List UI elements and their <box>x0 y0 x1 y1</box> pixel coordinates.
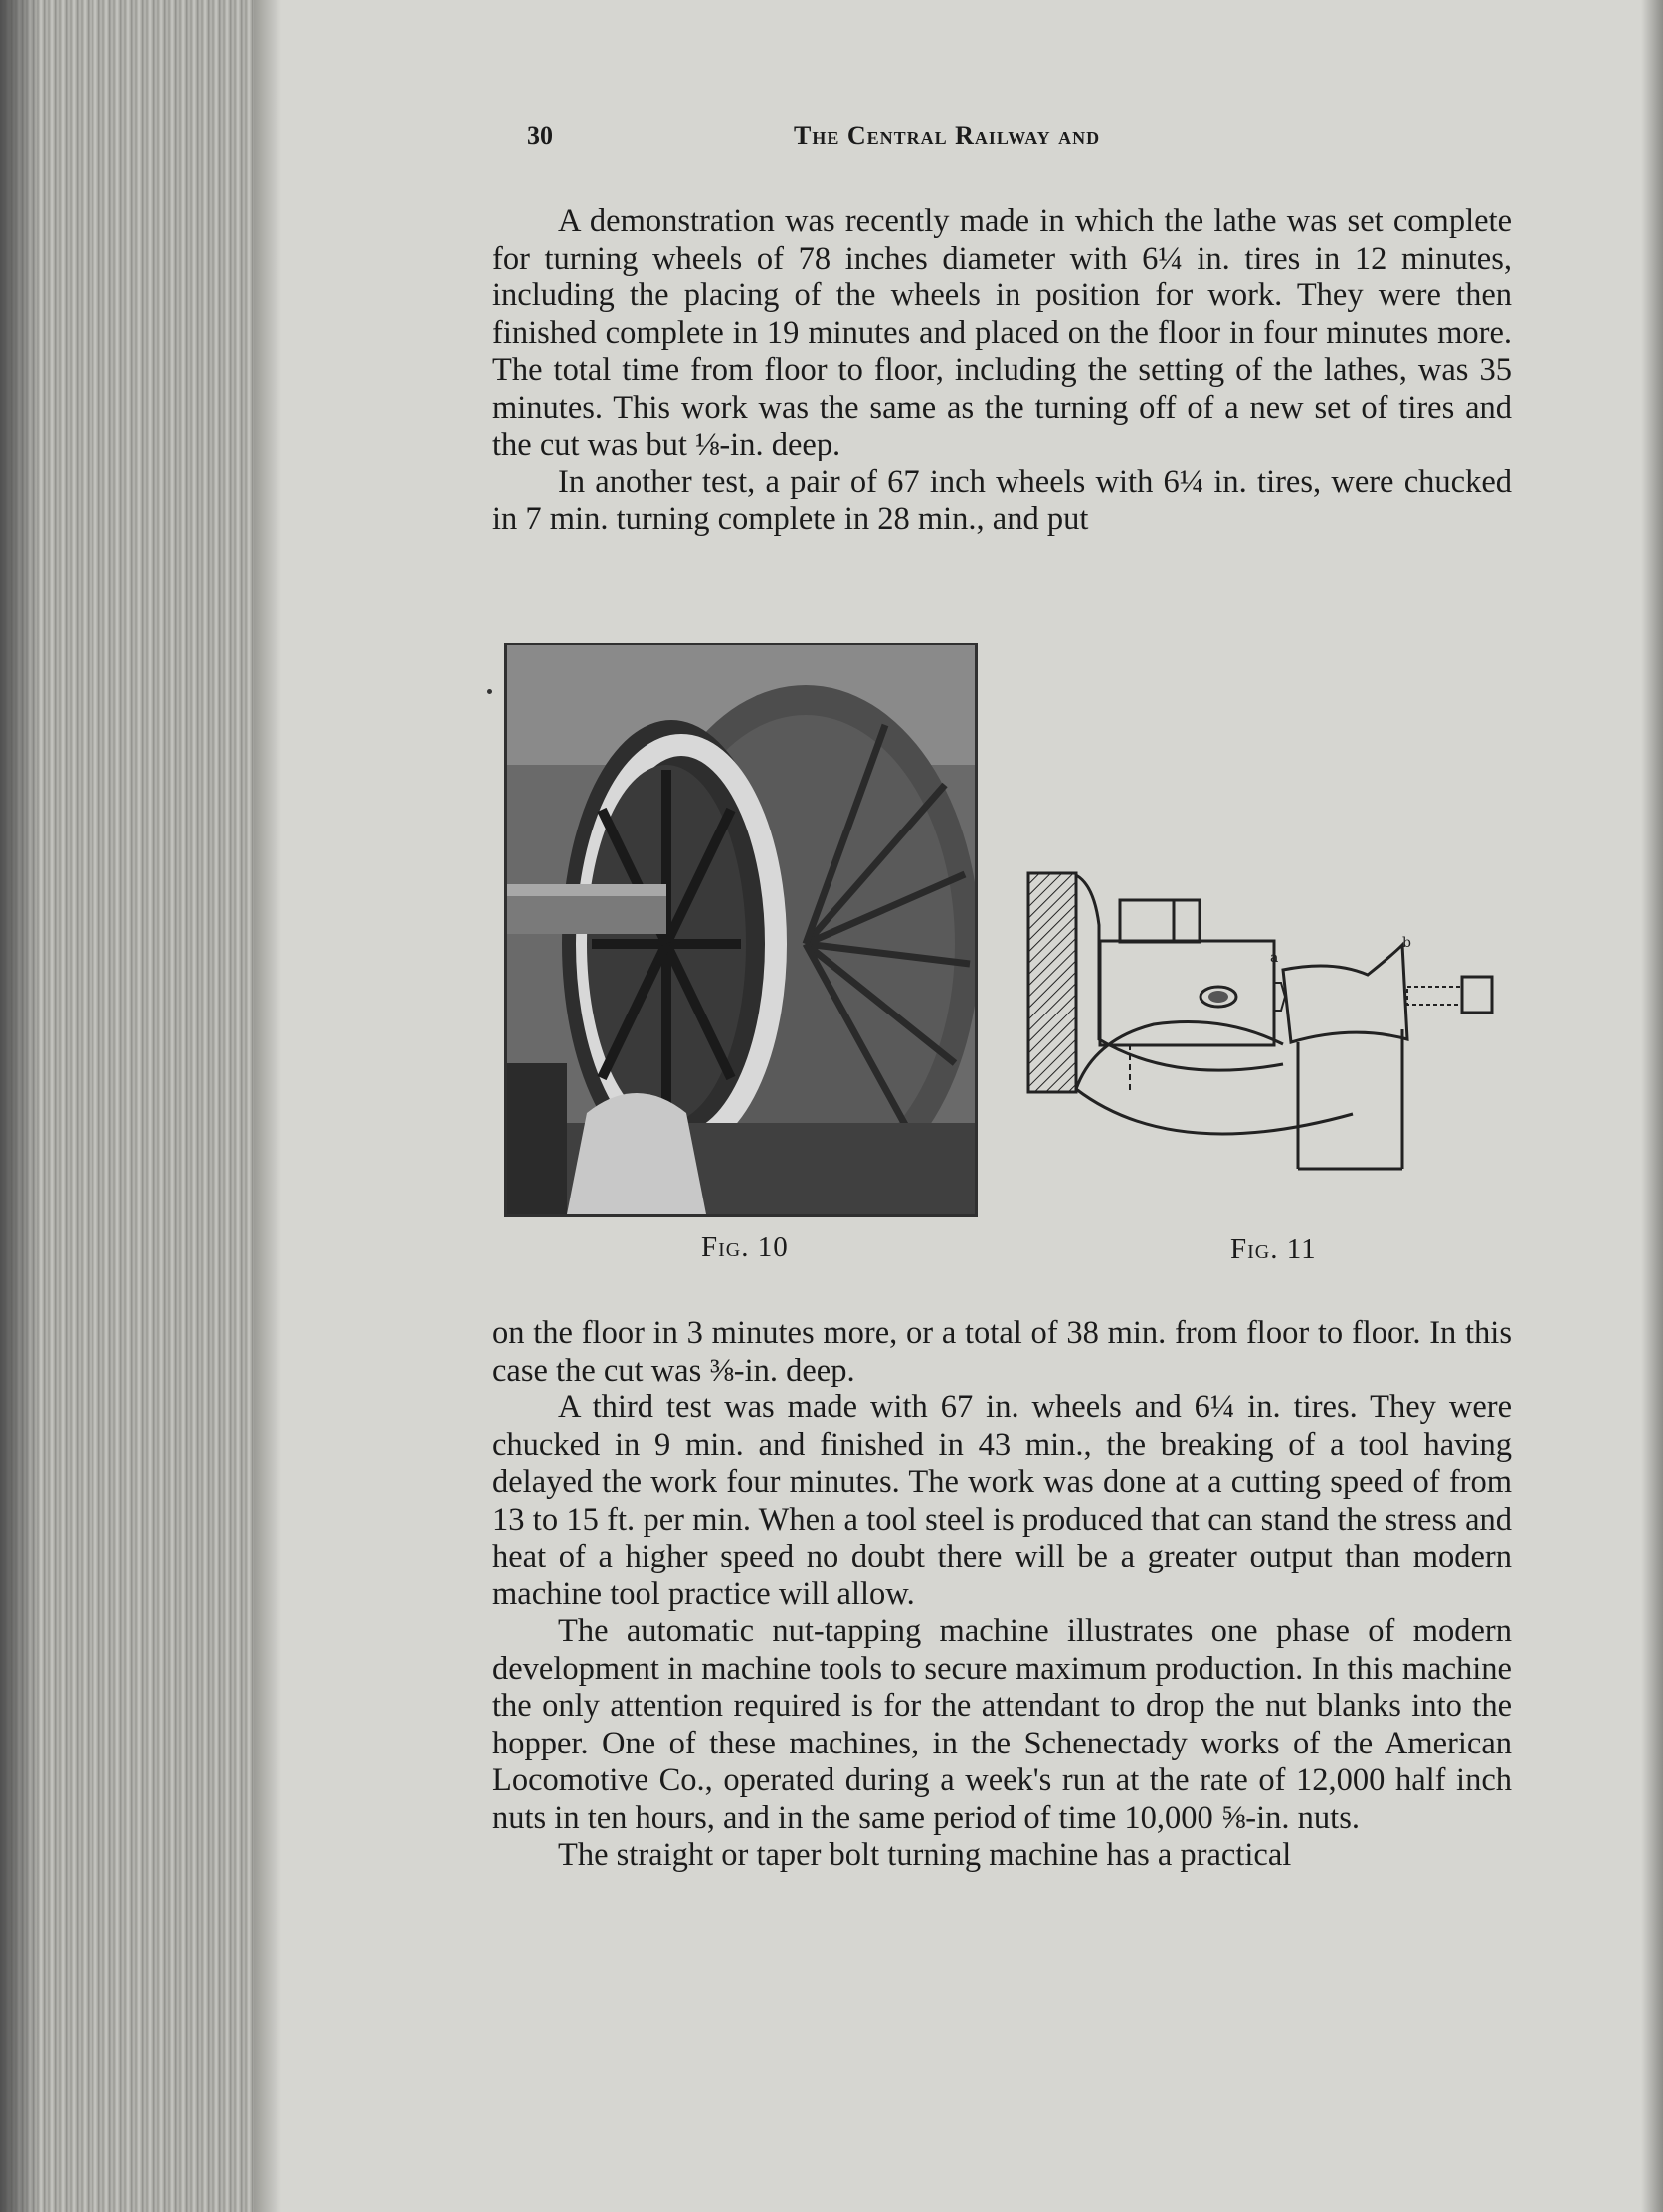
text-block-bottom <box>492 1315 1512 1875</box>
paragraph: A demonstration was recently made in which the lathe was set complete for turning wheels of 78 inches diameter with 6¼ in. tires in 12 minutes, including the placing of the wheels in position for work. They were then finished complete in 19 minutes and placed on the floor in four minutes more. The total time from floor to floor, including the setting of the lathes, was 35 minutes. This work was the same as the turning off of a new set of tires and the cut was but ⅛-in. deep. <box>492 203 1512 462</box>
paragraph-continuation: on the floor in 3 minutes more, or a total of 38 min. from floor to floor. In this case the cut was ⅜-in. deep. <box>492 1315 1512 1388</box>
wheel-lathe-photo-icon <box>507 645 975 1214</box>
figure-10-photo <box>504 643 978 1217</box>
running-head: The Central Railway and <box>794 121 1101 150</box>
fig11-label-a: a <box>1270 950 1279 966</box>
paragraph: A third test was made with 67 in. wheels and 6¼ in. tires. They were chucked in 9 min. and finished in 43 min., the breaking of a tool having delayed the work four minutes. The work was done at a cutting speed of from 13 to 15 ft. per min. When a tool steel is produced that can stand the stress and heat of a higher speed no doubt there will be a greater output than modern machine tool practice will allow. <box>492 1389 1512 1612</box>
paragraph: The automatic nut-tapping machine illustrates one phase of modern development in machine tools to secure maximum production. In this machine the only attention required is for the attendant to drop the nut blanks into the hopper. One of these machines, in the Schenectady works of the American Locomotive Co., operated during a week's run at the rate of 12,000 half inch nuts in ten hours, and in the same period of time 10,000 ⅝-in. nuts. <box>492 1613 1512 1836</box>
figure-11-drawing <box>1024 865 1502 1174</box>
figure-11-caption: Fig. 11 <box>1230 1233 1317 1265</box>
paragraph: The straight or taper bolt turning machine has a practical <box>558 1837 1292 1873</box>
page-number: 30 <box>527 121 553 150</box>
fig11-label-b: b <box>1402 935 1411 951</box>
page-header <box>527 121 1502 161</box>
paragraph: In another test, a pair of 67 inch wheels with 6¼ in. tires, were chucked in 7 min. turning complete in 28 min., and put <box>492 463 1512 537</box>
figure-10-caption: Fig. 10 <box>701 1231 789 1263</box>
ink-speck <box>487 689 492 694</box>
text-block-top <box>492 203 1512 539</box>
